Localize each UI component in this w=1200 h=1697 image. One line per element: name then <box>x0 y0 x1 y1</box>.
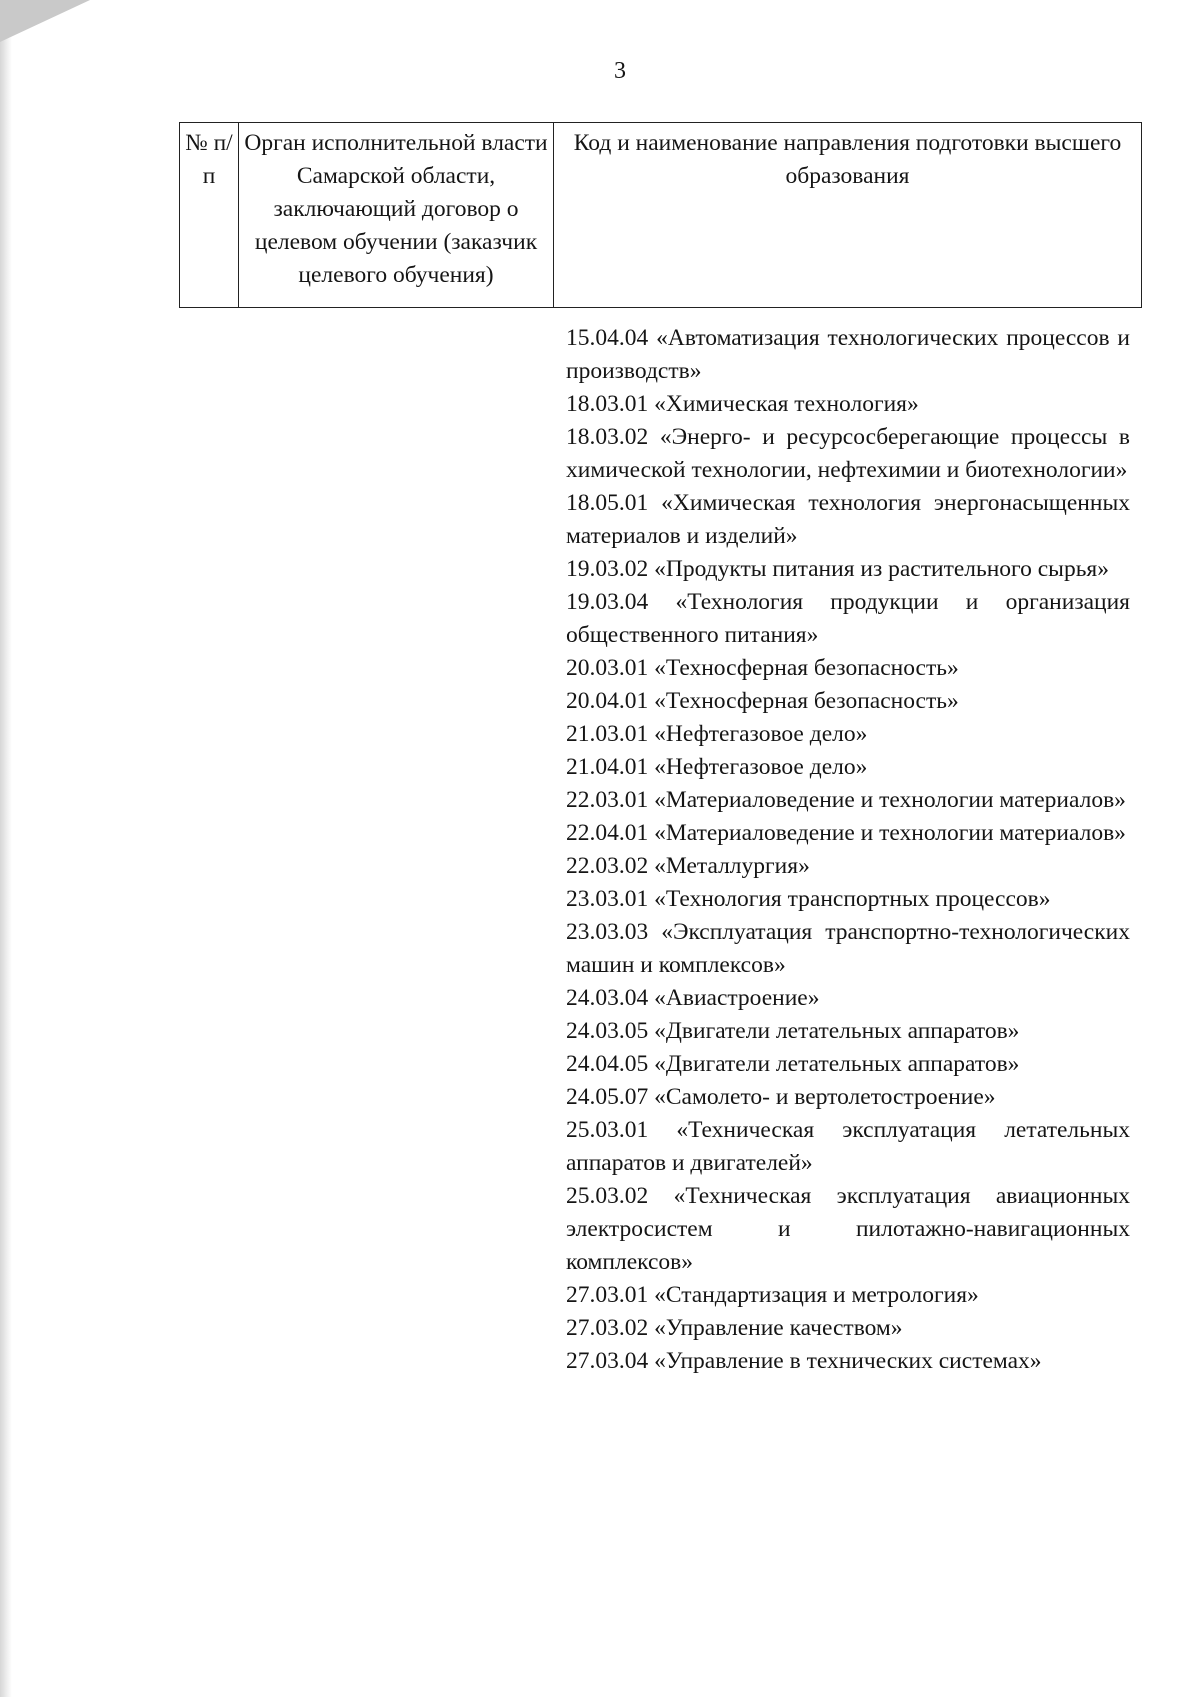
header-cell-program-code: Код и наименование направления подготовки высшего образования <box>554 123 1142 308</box>
scan-edge-shadow <box>0 0 12 1697</box>
program-list <box>566 322 1130 1378</box>
program-entry: 18.05.01 «Химическая технология энергонасыщенных материалов и изделий» <box>566 490 1130 549</box>
program-entry: 22.03.01 «Материаловедение и технологии материалов» <box>566 787 1126 813</box>
program-entry: 23.03.01 «Технология транспортных процессов» <box>566 886 1051 912</box>
program-entry: 25.03.02 «Техническая эксплуатация авиационных электросистем и пилотажно-навигационных комплексов» <box>566 1183 1130 1275</box>
program-entry: 24.04.05 «Двигатели летательных аппаратов» <box>566 1051 1020 1077</box>
program-entry: 24.03.04 «Авиастроение» <box>566 985 820 1011</box>
page-number: 3 <box>614 58 626 84</box>
program-entry: 27.03.04 «Управление в технических системах» <box>566 1348 1042 1374</box>
program-entry: 21.03.01 «Нефтегазовое дело» <box>566 721 868 747</box>
header-row <box>180 123 1142 308</box>
header-table <box>179 122 1142 308</box>
program-entry: 24.05.07 «Самолето- и вертолетостроение» <box>566 1084 996 1110</box>
header-cell-number: № п/п <box>180 123 239 308</box>
program-entry: 15.04.04 «Автоматизация технологических процессов и производств» <box>566 325 1130 384</box>
program-entry: 22.03.02 «Металлургия» <box>566 853 810 879</box>
program-entry: 20.04.01 «Техносферная безопасность» <box>566 688 959 714</box>
program-entry: 21.04.01 «Нефтегазовое дело» <box>566 754 868 780</box>
program-entry: 19.03.04 «Технология продукции и организация общественного питания» <box>566 589 1130 648</box>
program-entry: 20.03.01 «Техносферная безопасность» <box>566 655 959 681</box>
program-entry: 18.03.01 «Химическая технология» <box>566 391 919 417</box>
program-entry: 25.03.01 «Техническая эксплуатация летательных аппаратов и двигателей» <box>566 1117 1130 1176</box>
scan-corner-mark <box>0 0 90 42</box>
program-entry: 22.04.01 «Материаловедение и технологии материалов» <box>566 820 1126 846</box>
program-entry: 27.03.01 «Стандартизация и метрология» <box>566 1282 979 1308</box>
program-entry: 18.03.02 «Энерго- и ресурсосберегающие процессы в химической технологии, нефтехимии и биотехнологии» <box>566 424 1130 483</box>
program-entry: 24.03.05 «Двигатели летательных аппаратов» <box>566 1018 1020 1044</box>
program-entry: 27.03.02 «Управление качеством» <box>566 1315 903 1341</box>
header-cell-organization: Орган исполнительной власти Самарской области, заключающий договор о целевом обучении (заказчик целевого обучения) <box>239 123 554 308</box>
program-entry: 19.03.02 «Продукты питания из растительного сырья» <box>566 556 1109 582</box>
program-entry: 23.03.03 «Эксплуатация транспортно-технологических машин и комплексов» <box>566 919 1130 978</box>
